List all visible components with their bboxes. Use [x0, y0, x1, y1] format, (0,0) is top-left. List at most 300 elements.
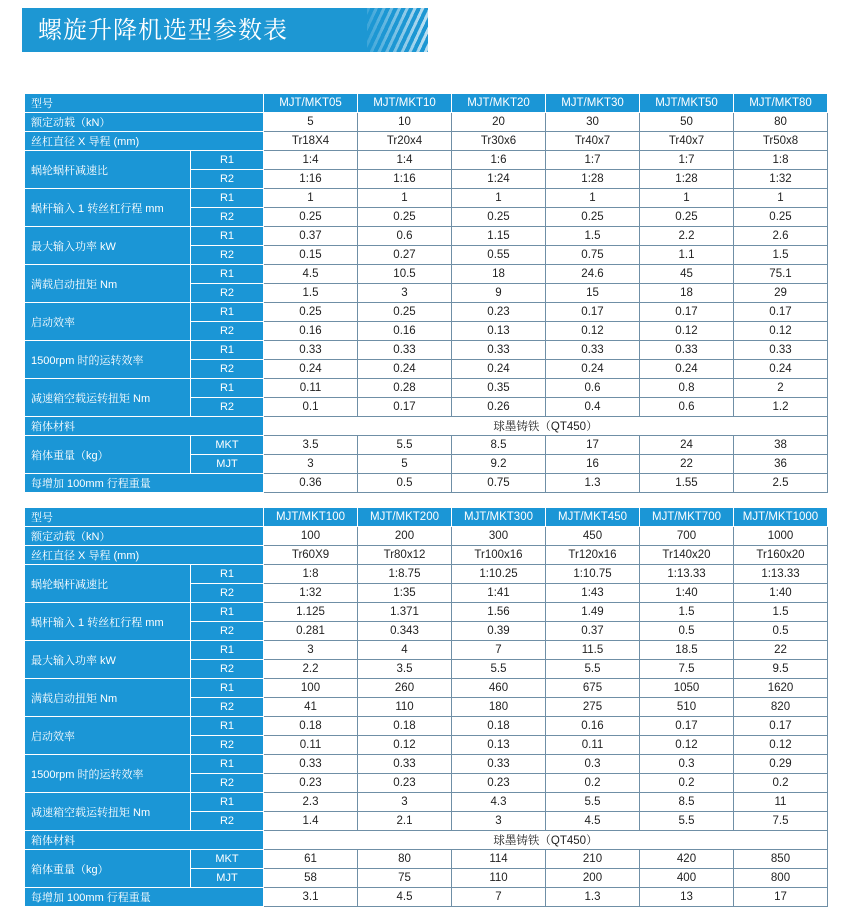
reduction-ratio-value: 1:32 [734, 170, 828, 189]
weight-value: 850 [734, 850, 828, 869]
model-header: MJT/MKT100 [264, 508, 358, 527]
start-efficiency-value: 0.12 [640, 322, 734, 341]
idle-torque-label: 减速箱空载运转扭矩 Nm [25, 793, 191, 831]
model-header: MJT/MKT300 [452, 508, 546, 527]
max-input-power-value: 0.37 [264, 227, 358, 246]
weight-value: 38 [734, 436, 828, 455]
reduction-ratio-value: 1:7 [546, 151, 640, 170]
reduction-ratio-value: 1:41 [452, 584, 546, 603]
per100-value: 1.55 [640, 474, 734, 493]
max-input-power-value: 5.5 [452, 660, 546, 679]
sub-label-r2: R2 [191, 170, 264, 189]
sub-label-r1: R1 [191, 151, 264, 170]
housing-value: 球墨铸铁（QT450） [264, 417, 828, 436]
start-efficiency-value: 0.12 [546, 322, 640, 341]
idle-torque-value: 5.5 [546, 793, 640, 812]
rated-load-value: 50 [640, 113, 734, 132]
stroke-per-turn-value: 0.25 [264, 208, 358, 227]
start-efficiency-value: 0.16 [264, 322, 358, 341]
per100-value: 1.3 [546, 474, 640, 493]
weight-value: 61 [264, 850, 358, 869]
sub-label-r1: R1 [191, 341, 264, 360]
start-efficiency-value: 0.17 [734, 717, 828, 736]
max-input-power-value: 0.55 [452, 246, 546, 265]
stroke-per-turn-value: 0.343 [358, 622, 452, 641]
screw-spec-value: Tr50x8 [734, 132, 828, 151]
weight-value: 80 [358, 850, 452, 869]
sub-label-r2: R2 [191, 736, 264, 755]
stroke-per-turn-r1-row [25, 189, 828, 208]
per100-value: 3.1 [264, 888, 358, 907]
housing-row [25, 831, 828, 850]
max-input-power-r1-row [25, 641, 828, 660]
model-header: MJT/MKT05 [264, 94, 358, 113]
per100-value: 13 [640, 888, 734, 907]
start-efficiency-value: 0.17 [640, 303, 734, 322]
idle-torque-value: 2 [734, 379, 828, 398]
rated-load-value: 10 [358, 113, 452, 132]
reduction-ratio-value: 1:43 [546, 584, 640, 603]
sub-label-r2: R2 [191, 622, 264, 641]
rated-load-row [25, 113, 828, 132]
reduction-ratio-label: 蜗轮蜗杆减速比 [25, 151, 191, 189]
max-input-power-value: 3.5 [358, 660, 452, 679]
start-efficiency-value: 0.25 [358, 303, 452, 322]
start-torque-value: 275 [546, 698, 640, 717]
stroke-per-turn-value: 0.25 [452, 208, 546, 227]
weight-value: 110 [452, 869, 546, 888]
stroke-per-turn-value: 1 [264, 189, 358, 208]
idle-torque-value: 0.26 [452, 398, 546, 417]
model-label: 型号 [25, 508, 264, 527]
max-input-power-value: 22 [734, 641, 828, 660]
running-efficiency-value: 0.23 [452, 774, 546, 793]
running-efficiency-value: 0.24 [546, 360, 640, 379]
model-header: MJT/MKT20 [452, 94, 546, 113]
stroke-per-turn-value: 1.5 [734, 603, 828, 622]
sub-label-mkt: MKT [191, 850, 264, 869]
start-torque-value: 3 [358, 284, 452, 303]
weight-value: 5.5 [358, 436, 452, 455]
start-torque-value: 18 [640, 284, 734, 303]
running-efficiency-value: 0.29 [734, 755, 828, 774]
start-torque-value: 24.6 [546, 265, 640, 284]
start-efficiency-value: 0.12 [640, 736, 734, 755]
idle-torque-value: 1.4 [264, 812, 358, 831]
rated-load-value: 200 [358, 527, 452, 546]
per100-value: 2.5 [734, 474, 828, 493]
stroke-per-turn-value: 0.25 [640, 208, 734, 227]
model-header: MJT/MKT30 [546, 94, 640, 113]
rated-load-value: 450 [546, 527, 640, 546]
start-torque-value: 1620 [734, 679, 828, 698]
banner-fade-decoration [352, 8, 428, 52]
start-efficiency-value: 0.18 [264, 717, 358, 736]
idle-torque-r1-row [25, 793, 828, 812]
start-torque-value: 1050 [640, 679, 734, 698]
idle-torque-value: 2.3 [264, 793, 358, 812]
sub-label-r1: R1 [191, 303, 264, 322]
model-header: MJT/MKT80 [734, 94, 828, 113]
rated-load-value: 20 [452, 113, 546, 132]
reduction-ratio-value: 1:40 [640, 584, 734, 603]
start-torque-value: 18 [452, 265, 546, 284]
idle-torque-value: 0.11 [264, 379, 358, 398]
start-efficiency-r1-row [25, 303, 828, 322]
running-efficiency-label: 1500rpm 时的运转效率 [25, 755, 191, 793]
sub-label-r1: R1 [191, 603, 264, 622]
max-input-power-label: 最大输入功率 kW [25, 227, 191, 265]
screw-spec-value: Tr18X4 [264, 132, 358, 151]
spec-table-1 [24, 93, 828, 493]
weight-mkt-row [25, 436, 828, 455]
rated-load-value: 5 [264, 113, 358, 132]
idle-torque-value: 0.6 [640, 398, 734, 417]
per100-value: 4.5 [358, 888, 452, 907]
per100-row [25, 888, 828, 907]
rated-load-value: 700 [640, 527, 734, 546]
start-torque-value: 10.5 [358, 265, 452, 284]
spec-table-2 [24, 507, 828, 907]
screw-spec-value: Tr60X9 [264, 546, 358, 565]
max-input-power-value: 0.27 [358, 246, 452, 265]
screw-spec-value: Tr20x4 [358, 132, 452, 151]
rated-load-value: 80 [734, 113, 828, 132]
max-input-power-value: 1.5 [734, 246, 828, 265]
max-input-power-value: 5.5 [546, 660, 640, 679]
sub-label-r1: R1 [191, 265, 264, 284]
max-input-power-value: 2.2 [640, 227, 734, 246]
running-efficiency-value: 0.33 [452, 755, 546, 774]
stroke-per-turn-value: 1.125 [264, 603, 358, 622]
screw-spec-label: 丝杠直径 X 导程 (mm) [25, 132, 264, 151]
running-efficiency-value: 0.2 [546, 774, 640, 793]
idle-torque-value: 2.1 [358, 812, 452, 831]
start-efficiency-value: 0.16 [546, 717, 640, 736]
running-efficiency-value: 0.33 [546, 341, 640, 360]
running-efficiency-value: 0.33 [264, 341, 358, 360]
sub-label-r2: R2 [191, 698, 264, 717]
running-efficiency-value: 0.23 [358, 774, 452, 793]
running-efficiency-value: 0.24 [264, 360, 358, 379]
start-torque-value: 110 [358, 698, 452, 717]
start-torque-value: 820 [734, 698, 828, 717]
running-efficiency-value: 0.33 [358, 755, 452, 774]
reduction-ratio-value: 1:8 [734, 151, 828, 170]
stroke-per-turn-label: 蜗杆输入 1 转丝杠行程 mm [25, 603, 191, 641]
weight-value: 3.5 [264, 436, 358, 455]
sub-label-r2: R2 [191, 284, 264, 303]
running-efficiency-r1-row [25, 755, 828, 774]
per100-value: 0.75 [452, 474, 546, 493]
start-efficiency-value: 0.17 [546, 303, 640, 322]
reduction-ratio-value: 1:13.33 [640, 565, 734, 584]
stroke-per-turn-value: 0.5 [734, 622, 828, 641]
start-torque-value: 4.5 [264, 265, 358, 284]
start-torque-value: 675 [546, 679, 640, 698]
stroke-per-turn-value: 1 [640, 189, 734, 208]
reduction-ratio-value: 1:16 [264, 170, 358, 189]
sub-label-r2: R2 [191, 774, 264, 793]
reduction-ratio-value: 1:32 [264, 584, 358, 603]
start-torque-r1-row [25, 679, 828, 698]
start-torque-value: 9 [452, 284, 546, 303]
sub-label-r1: R1 [191, 565, 264, 584]
stroke-per-turn-value: 1 [546, 189, 640, 208]
reduction-ratio-value: 1:10.75 [546, 565, 640, 584]
idle-torque-value: 4.5 [546, 812, 640, 831]
stroke-per-turn-label: 蜗杆输入 1 转丝杠行程 mm [25, 189, 191, 227]
start-efficiency-value: 0.16 [358, 322, 452, 341]
weight-value: 210 [546, 850, 640, 869]
running-efficiency-value: 0.3 [640, 755, 734, 774]
idle-torque-value: 0.6 [546, 379, 640, 398]
idle-torque-value: 0.1 [264, 398, 358, 417]
max-input-power-value: 7 [452, 641, 546, 660]
running-efficiency-value: 0.33 [264, 755, 358, 774]
idle-torque-value: 7.5 [734, 812, 828, 831]
housing-label: 箱体材料 [25, 417, 264, 436]
max-input-power-value: 7.5 [640, 660, 734, 679]
per100-value: 7 [452, 888, 546, 907]
reduction-ratio-r1-row [25, 151, 828, 170]
max-input-power-value: 18.5 [640, 641, 734, 660]
running-efficiency-value: 0.23 [264, 774, 358, 793]
weight-value: 114 [452, 850, 546, 869]
start-efficiency-value: 0.11 [546, 736, 640, 755]
stroke-per-turn-value: 1 [452, 189, 546, 208]
model-header: MJT/MKT700 [640, 508, 734, 527]
reduction-ratio-value: 1:40 [734, 584, 828, 603]
weight-label: 箱体重量（kg） [25, 850, 191, 888]
table-header-row [25, 508, 828, 527]
per100-value: 0.5 [358, 474, 452, 493]
rated-load-row [25, 527, 828, 546]
running-efficiency-value: 0.33 [734, 341, 828, 360]
model-label: 型号 [25, 94, 264, 113]
max-input-power-label: 最大输入功率 kW [25, 641, 191, 679]
housing-row [25, 417, 828, 436]
reduction-ratio-value: 1:4 [358, 151, 452, 170]
max-input-power-value: 0.15 [264, 246, 358, 265]
idle-torque-value: 3 [358, 793, 452, 812]
weight-value: 400 [640, 869, 734, 888]
start-efficiency-value: 0.13 [452, 322, 546, 341]
screw-spec-label: 丝杠直径 X 导程 (mm) [25, 546, 264, 565]
running-efficiency-value: 0.24 [734, 360, 828, 379]
start-efficiency-label: 启动效率 [25, 717, 191, 755]
model-header: MJT/MKT50 [640, 94, 734, 113]
model-header: MJT/MKT10 [358, 94, 452, 113]
reduction-ratio-value: 1:4 [264, 151, 358, 170]
model-header: MJT/MKT450 [546, 508, 640, 527]
start-efficiency-value: 0.12 [734, 322, 828, 341]
screw-spec-value: Tr30x6 [452, 132, 546, 151]
stroke-per-turn-value: 1.5 [640, 603, 734, 622]
weight-value: 22 [640, 455, 734, 474]
max-input-power-value: 0.6 [358, 227, 452, 246]
running-efficiency-value: 0.24 [452, 360, 546, 379]
model-header: MJT/MKT200 [358, 508, 452, 527]
start-efficiency-value: 0.18 [452, 717, 546, 736]
max-input-power-value: 9.5 [734, 660, 828, 679]
per100-value: 0.36 [264, 474, 358, 493]
reduction-ratio-value: 1:28 [546, 170, 640, 189]
weight-value: 800 [734, 869, 828, 888]
sub-label-r2: R2 [191, 322, 264, 341]
sub-label-r1: R1 [191, 755, 264, 774]
weight-value: 36 [734, 455, 828, 474]
model-header: MJT/MKT1000 [734, 508, 828, 527]
sub-label-r1: R1 [191, 717, 264, 736]
weight-value: 16 [546, 455, 640, 474]
idle-torque-value: 1.2 [734, 398, 828, 417]
sub-label-r2: R2 [191, 398, 264, 417]
start-efficiency-value: 0.23 [452, 303, 546, 322]
table-header-row [25, 94, 828, 113]
rated-load-value: 1000 [734, 527, 828, 546]
weight-mkt-row [25, 850, 828, 869]
start-efficiency-label: 启动效率 [25, 303, 191, 341]
sub-label-r1: R1 [191, 679, 264, 698]
sub-label-r2: R2 [191, 246, 264, 265]
sub-label-r1: R1 [191, 379, 264, 398]
idle-torque-value: 8.5 [640, 793, 734, 812]
start-efficiency-r1-row [25, 717, 828, 736]
stroke-per-turn-value: 1 [358, 189, 452, 208]
idle-torque-label: 减速箱空载运转扭矩 Nm [25, 379, 191, 417]
weight-value: 58 [264, 869, 358, 888]
sub-label-r1: R1 [191, 793, 264, 812]
stroke-per-turn-value: 0.25 [734, 208, 828, 227]
max-input-power-value: 3 [264, 641, 358, 660]
screw-spec-row [25, 546, 828, 565]
sub-label-r1: R1 [191, 189, 264, 208]
start-torque-value: 15 [546, 284, 640, 303]
reduction-ratio-value: 1:10.25 [452, 565, 546, 584]
housing-value: 球墨铸铁（QT450） [264, 831, 828, 850]
stroke-per-turn-value: 0.5 [640, 622, 734, 641]
per100-label: 每增加 100mm 行程重量 [25, 888, 264, 907]
running-efficiency-value: 0.3 [546, 755, 640, 774]
stroke-per-turn-value: 0.37 [546, 622, 640, 641]
max-input-power-value: 2.2 [264, 660, 358, 679]
stroke-per-turn-r1-row [25, 603, 828, 622]
idle-torque-value: 0.28 [358, 379, 452, 398]
start-torque-value: 75.1 [734, 265, 828, 284]
sub-label-r2: R2 [191, 208, 264, 227]
stroke-per-turn-value: 0.25 [546, 208, 640, 227]
max-input-power-r1-row [25, 227, 828, 246]
running-efficiency-value: 0.24 [640, 360, 734, 379]
max-input-power-value: 2.6 [734, 227, 828, 246]
reduction-ratio-value: 1:16 [358, 170, 452, 189]
max-input-power-value: 4 [358, 641, 452, 660]
start-torque-label: 满载启动扭矩 Nm [25, 679, 191, 717]
reduction-ratio-value: 1:6 [452, 151, 546, 170]
stroke-per-turn-value: 1.49 [546, 603, 640, 622]
sub-label-mkt: MKT [191, 436, 264, 455]
screw-spec-value: Tr80x12 [358, 546, 452, 565]
sub-label-r2: R2 [191, 812, 264, 831]
idle-torque-r1-row [25, 379, 828, 398]
weight-value: 17 [546, 436, 640, 455]
stroke-per-turn-value: 0.25 [358, 208, 452, 227]
sub-label-r1: R1 [191, 641, 264, 660]
reduction-ratio-value: 1:13.33 [734, 565, 828, 584]
start-efficiency-value: 0.17 [734, 303, 828, 322]
running-efficiency-value: 0.2 [640, 774, 734, 793]
running-efficiency-value: 0.33 [358, 341, 452, 360]
running-efficiency-r1-row [25, 341, 828, 360]
weight-value: 3 [264, 455, 358, 474]
start-torque-value: 1.5 [264, 284, 358, 303]
reduction-ratio-value: 1:24 [452, 170, 546, 189]
rated-load-value: 300 [452, 527, 546, 546]
idle-torque-value: 4.3 [452, 793, 546, 812]
reduction-ratio-value: 1:8.75 [358, 565, 452, 584]
start-torque-value: 180 [452, 698, 546, 717]
start-efficiency-value: 0.11 [264, 736, 358, 755]
weight-value: 5 [358, 455, 452, 474]
reduction-ratio-label: 蜗轮蜗杆减速比 [25, 565, 191, 603]
stroke-per-turn-value: 1.56 [452, 603, 546, 622]
idle-torque-value: 3 [452, 812, 546, 831]
rated-load-value: 100 [264, 527, 358, 546]
idle-torque-value: 0.8 [640, 379, 734, 398]
idle-torque-value: 0.4 [546, 398, 640, 417]
per100-row [25, 474, 828, 493]
start-torque-value: 260 [358, 679, 452, 698]
housing-label: 箱体材料 [25, 831, 264, 850]
idle-torque-value: 5.5 [640, 812, 734, 831]
reduction-ratio-r1-row [25, 565, 828, 584]
weight-value: 75 [358, 869, 452, 888]
screw-spec-value: Tr40x7 [640, 132, 734, 151]
weight-value: 420 [640, 850, 734, 869]
start-efficiency-value: 0.13 [452, 736, 546, 755]
screw-spec-value: Tr100x16 [452, 546, 546, 565]
start-torque-value: 29 [734, 284, 828, 303]
rated-load-label: 额定动载（kN） [25, 527, 264, 546]
sub-label-r2: R2 [191, 660, 264, 679]
stroke-per-turn-value: 0.39 [452, 622, 546, 641]
screw-spec-value: Tr40x7 [546, 132, 640, 151]
max-input-power-value: 11.5 [546, 641, 640, 660]
weight-value: 24 [640, 436, 734, 455]
per100-value: 1.3 [546, 888, 640, 907]
reduction-ratio-value: 1:28 [640, 170, 734, 189]
start-torque-value: 510 [640, 698, 734, 717]
reduction-ratio-value: 1:35 [358, 584, 452, 603]
weight-label: 箱体重量（kg） [25, 436, 191, 474]
start-efficiency-value: 0.25 [264, 303, 358, 322]
start-torque-value: 41 [264, 698, 358, 717]
max-input-power-value: 0.75 [546, 246, 640, 265]
sub-label-mjt: MJT [191, 455, 264, 474]
idle-torque-value: 11 [734, 793, 828, 812]
weight-value: 200 [546, 869, 640, 888]
weight-value: 9.2 [452, 455, 546, 474]
max-input-power-value: 1.15 [452, 227, 546, 246]
page-title: 螺旋升降机选型参数表 [38, 16, 288, 44]
per100-value: 17 [734, 888, 828, 907]
title-banner [22, 8, 428, 52]
reduction-ratio-value: 1:7 [640, 151, 734, 170]
sub-label-r1: R1 [191, 227, 264, 246]
idle-torque-value: 0.17 [358, 398, 452, 417]
running-efficiency-value: 0.33 [640, 341, 734, 360]
